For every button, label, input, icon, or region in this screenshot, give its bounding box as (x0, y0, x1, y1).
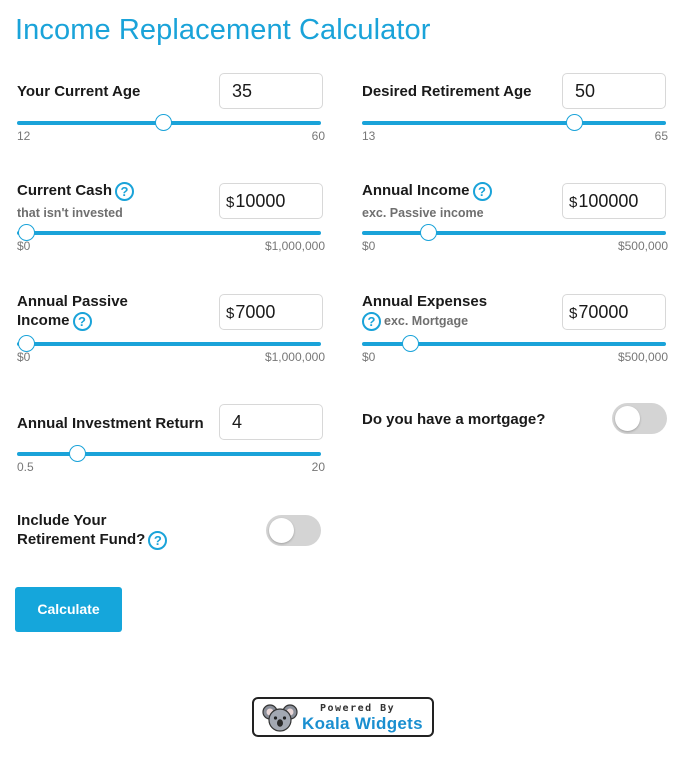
help-icon[interactable]: ? (73, 312, 92, 331)
retirement-fund-label-line1: Include Your (17, 512, 107, 529)
investment-return-slider-thumb[interactable] (69, 445, 86, 462)
help-icon[interactable]: ? (473, 182, 492, 201)
investment-return-field (17, 404, 323, 476)
retirement-fund-label-line2-row (17, 530, 167, 550)
retirement-age-input[interactable] (562, 73, 666, 109)
koala-icon (262, 703, 298, 733)
toggle-knob (615, 406, 640, 431)
current-age-label: Your Current Age (17, 83, 141, 100)
investment-return-slider-track[interactable] (17, 452, 321, 456)
current-age-slider-thumb[interactable] (155, 114, 172, 131)
current-cash-sublabel: that isn't invested (17, 206, 123, 220)
investment-return-max: 20 (311, 460, 325, 474)
annual-income-input[interactable] (562, 183, 666, 219)
retirement-age-slider-track[interactable] (362, 121, 666, 125)
annual-income-max: $500,000 (617, 239, 668, 253)
passive-income-label-line1: Annual Passive (17, 293, 128, 310)
help-icon[interactable]: ? (148, 531, 167, 550)
annual-income-value: 100000 (578, 191, 639, 211)
current-age-field (17, 73, 323, 145)
current-cash-field (17, 181, 323, 256)
annual-expenses-sublabel: exc. Mortgage (384, 313, 469, 328)
annual-income-slider-track[interactable] (362, 231, 666, 235)
passive-income-field (17, 292, 323, 367)
currency-symbol: $ (569, 305, 578, 322)
passive-income-label (17, 292, 128, 331)
currency-symbol: $ (569, 194, 578, 211)
current-age-max: 60 (311, 129, 325, 143)
calculate-button[interactable]: Calculate (15, 587, 122, 632)
mortgage-toggle[interactable] (612, 403, 667, 434)
annual-expenses-field (362, 292, 668, 367)
retirement-fund-toggle[interactable] (266, 515, 321, 546)
current-age-slider-track[interactable] (17, 121, 321, 125)
currency-symbol: $ (226, 305, 235, 322)
investment-return-label: Annual Investment Return (17, 415, 204, 432)
passive-income-max: $1,000,000 (264, 350, 325, 364)
brand-name: Koala Widgets (302, 714, 423, 733)
current-cash-label (17, 181, 134, 201)
annual-income-field (362, 181, 668, 256)
passive-income-label-line2: Income (17, 312, 70, 329)
current-cash-value: 10000 (235, 191, 286, 211)
annual-expenses-value: 70000 (578, 302, 629, 322)
current-age-min: 12 (17, 129, 31, 143)
retirement-age-field (362, 73, 668, 145)
passive-income-min: $0 (17, 350, 31, 364)
annual-income-sublabel: exc. Passive income (362, 206, 484, 220)
help-icon[interactable]: ? (115, 182, 134, 201)
investment-return-min: 0.5 (17, 460, 34, 474)
annual-income-slider-thumb[interactable] (420, 224, 437, 241)
annual-expenses-max: $500,000 (617, 350, 668, 364)
annual-expenses-sublabel-row (362, 312, 468, 331)
current-cash-min: $0 (17, 239, 31, 253)
annual-expenses-slider-track[interactable] (362, 342, 666, 346)
retirement-fund-label-line2: Retirement Fund? (17, 531, 146, 548)
passive-income-label-line2-row (17, 311, 128, 331)
current-cash-input[interactable] (219, 183, 323, 219)
current-cash-slider-track[interactable] (17, 231, 321, 235)
annual-expenses-label: Annual Expenses (362, 293, 488, 310)
passive-income-slider-track[interactable] (17, 342, 321, 346)
current-cash-max: $1,000,000 (264, 239, 325, 253)
annual-expenses-slider-thumb[interactable] (402, 335, 419, 352)
current-age-value: 35 (232, 81, 253, 101)
toggle-knob (269, 518, 294, 543)
current-cash-label-text: Current Cash (17, 182, 113, 199)
annual-income-label (362, 181, 492, 201)
current-age-input[interactable] (219, 73, 323, 109)
investment-return-input[interactable] (219, 404, 323, 440)
powered-by-badge[interactable] (252, 697, 434, 737)
annual-income-label-text: Annual Income (362, 182, 470, 199)
mortgage-label: Do you have a mortgage? (362, 411, 546, 428)
passive-income-input[interactable] (219, 294, 323, 330)
currency-symbol: $ (226, 194, 235, 211)
retirement-age-min: 13 (362, 129, 376, 143)
help-icon[interactable]: ? (362, 312, 381, 331)
annual-expenses-input[interactable] (562, 294, 666, 330)
retirement-age-value: 50 (575, 81, 596, 101)
passive-income-value: 7000 (235, 302, 276, 322)
powered-by-text: Powered By (320, 703, 396, 714)
retirement-age-slider-thumb[interactable] (566, 114, 583, 131)
retirement-age-max: 65 (654, 129, 668, 143)
retirement-fund-label (17, 511, 167, 550)
calculator-title: Income Replacement Calculator (15, 14, 431, 46)
investment-return-value: 4 (232, 412, 243, 432)
retirement-age-label: Desired Retirement Age (362, 83, 532, 100)
annual-income-min: $0 (362, 239, 376, 253)
annual-expenses-min: $0 (362, 350, 376, 364)
